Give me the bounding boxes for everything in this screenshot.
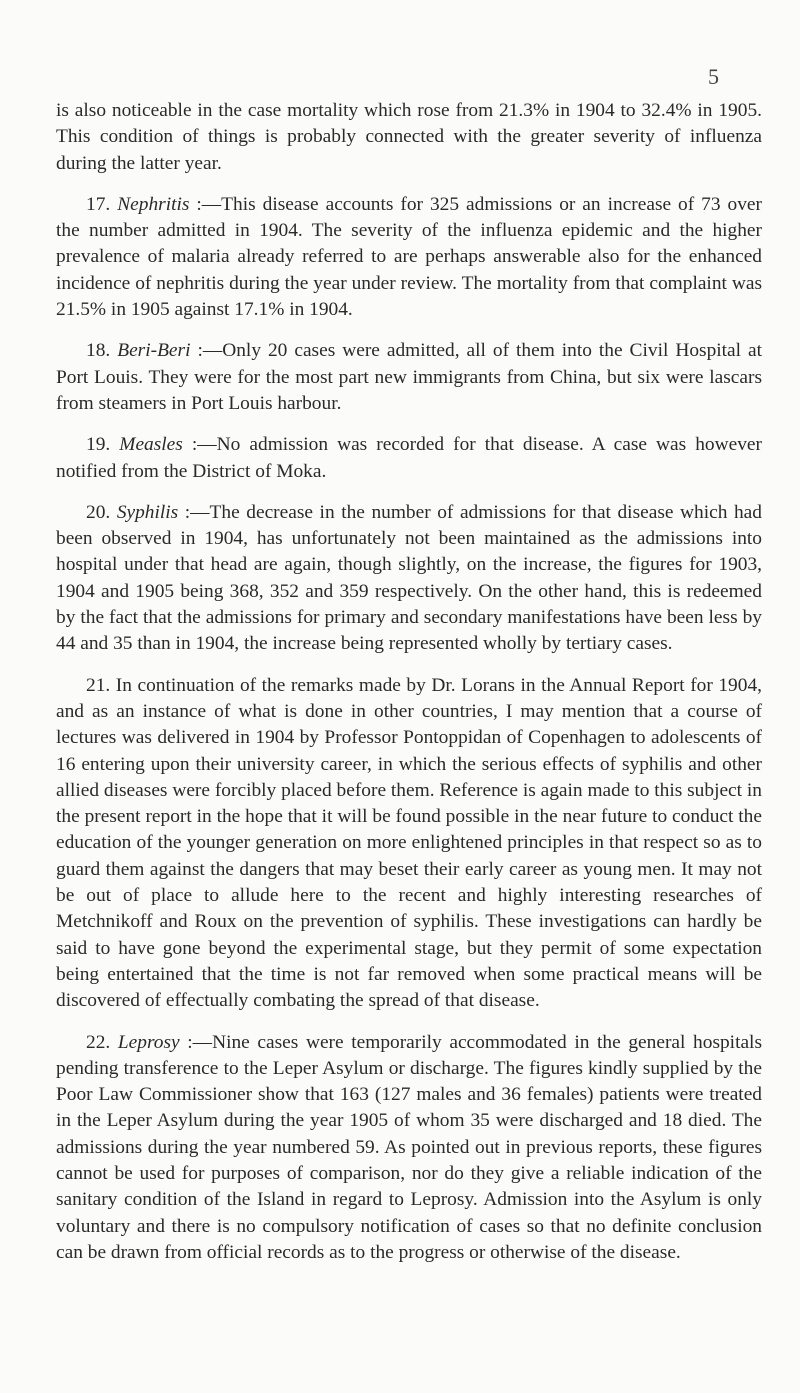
paragraph-number: 21. xyxy=(86,674,111,696)
paragraph-text: In continuation of the remarks made by Dr. Lorans in the Annual Report for 1904, and as an instance of what is done in other countries, I may mention that a course of lectures was delivered in 1904 by Professor Pontoppidan of Copenhagen to adolescents of 16 entering upon their university career, in which the serious effects of syphilis and other allied diseases were forcibly placed before them. Reference is again made to this subject in the present report in the hope that it will be found possible in the near future to conduct the education of the younger generation on more enlightened principles in that respect so as to guard them against the dangers that may beset their early career as young men. It may not be out of place to allude here to the recent and highly interesting researches of Metchnikoff and Roux on the prevention of syphilis. These investigations can hardly be said to have gone beyond the experimental stage, but they permit of some expectation being entertained that the time is not far removed when some practical means will be discovered of effectually combating the spread of that disease. xyxy=(56,674,762,1012)
paragraph-19-measles xyxy=(56,432,762,485)
paragraph-text: :—The decrease in the number of admissions for that disease which had been observed in 1904, has unfortunately not been maintained as the admissions into hospital under that head are again, though slightly, on the increase, the figures for 1903, 1904 and 1905 being 368, 352 and 359 respectively. On the other hand, this is redeemed by the fact that the admissions for primary and secondary manifestations have been less by 44 and 35 than in 1904, the increase being represented wholly by tertiary cases. xyxy=(56,501,762,655)
paragraph-text: :—Nine cases were temporarily accommodated in the general hospitals pending transference to the Leper Asylum or discharge. The figures kindly supplied by the Poor Law Commissioner show that 163 (127 males and 36 females) patients were treated in the Leper Asylum during the year 1905 of whom 35 were discharged and 18 died. The admissions during the year numbered 59. As pointed out in previous reports, these figures cannot be used for purposes of comparison, nor do they give a reliable indication of the sanitary condition of the Island in regard to Leprosy. Admission into the Asylum is only voluntary and there is no compulsory notification of cases so that no definite conclusion can be drawn from official records as to the progress or otherwise of the disease. xyxy=(56,1031,762,1263)
paragraph-text: :—No admission was recorded for that disease. A case was however notified from the District of Moka. xyxy=(56,434,762,482)
paragraph-20-syphilis xyxy=(56,500,762,658)
paragraph-16-continuation xyxy=(56,98,762,177)
paragraph-text: is also noticeable in the case mortality which rose from 21.3% in 1904 to 32.4% in 1905. This condition of things is probably connected with the greater severity of influenza during the latter year. xyxy=(56,100,762,174)
paragraph-heading: Measles xyxy=(119,434,183,456)
paragraph-number: 22. xyxy=(86,1031,111,1053)
page-number: 5 xyxy=(708,64,719,89)
paragraph-number: 19. xyxy=(86,434,111,456)
paragraph-text: :—This disease accounts for 325 admissions or an increase of 73 over the number admitted in 1904. The severity of the influenza epidemic and the higher prevalence of malaria already referred to are perhaps answerable also for the enhanced incidence of nephritis during the year under review. The mortality from that complaint was 21.5% in 1905 against 17.1% in 1904. xyxy=(56,193,762,321)
paragraph-number: 18. xyxy=(86,340,111,362)
paragraph-21 xyxy=(56,673,762,1015)
paragraph-number: 20. xyxy=(86,501,111,523)
paragraph-heading: Beri-Beri xyxy=(117,340,191,362)
paragraph-number: 17. xyxy=(86,193,111,215)
paragraph-18-beri-beri xyxy=(56,338,762,417)
paragraph-heading: Leprosy xyxy=(117,1031,180,1053)
paragraph-22-leprosy xyxy=(56,1030,762,1267)
paragraph-17-nephritis xyxy=(56,192,762,323)
paragraph-heading: Nephritis xyxy=(117,193,190,215)
paragraph-heading: Syphilis xyxy=(116,501,179,523)
body-text xyxy=(56,98,762,1281)
paragraph-text: :—Only 20 cases were admitted, all of them into the Civil Hospital at Port Louis. They were for the most part new immigrants from China, but six were lascars from steamers in Port Louis harbour. xyxy=(56,340,762,414)
